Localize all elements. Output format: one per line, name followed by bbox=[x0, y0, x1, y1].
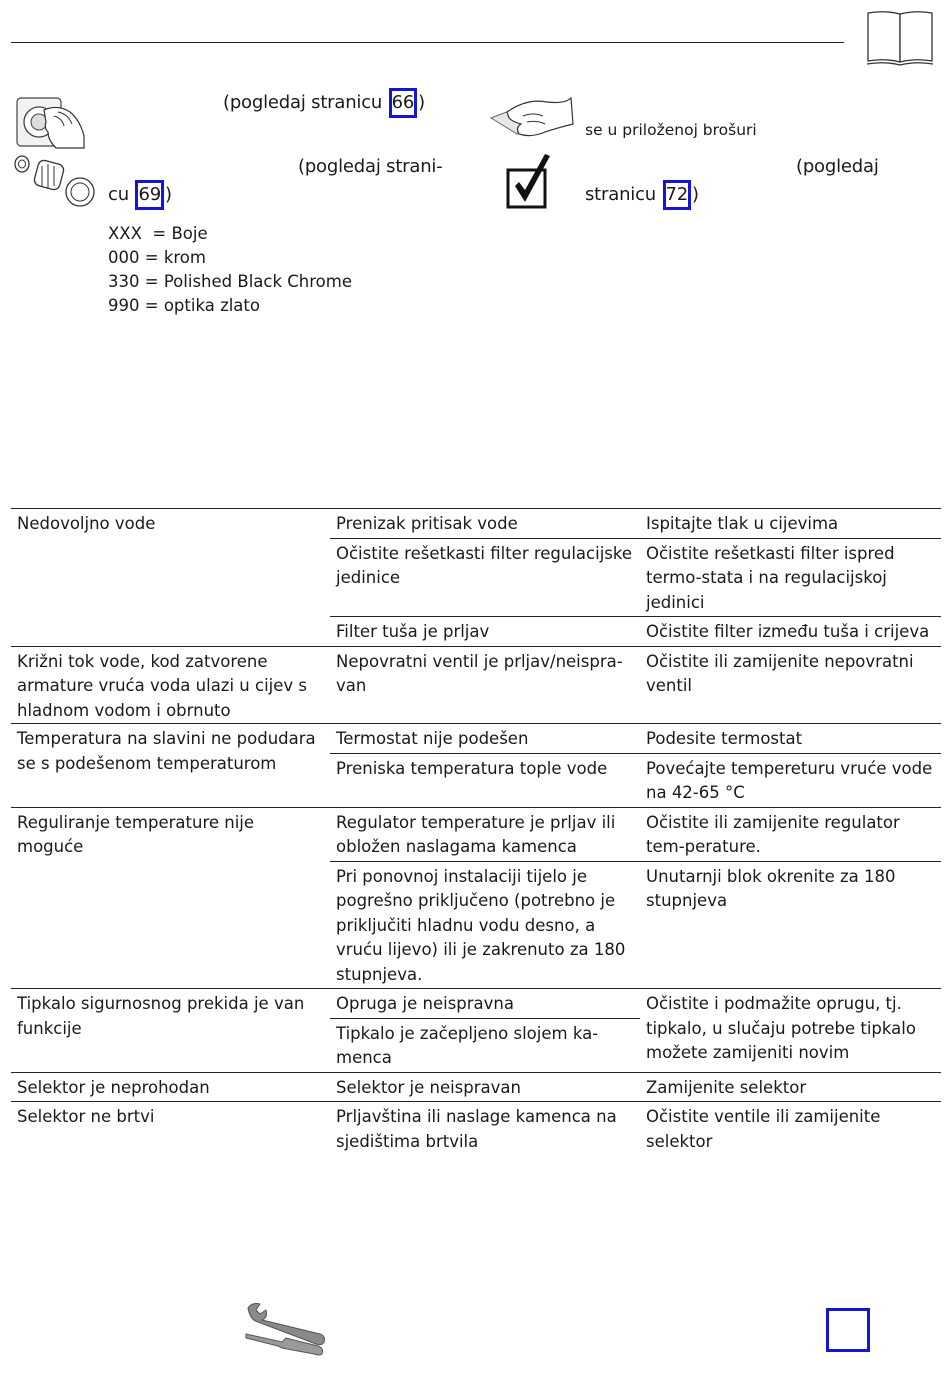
assembly-note-line2: cu 69 ) bbox=[108, 180, 172, 210]
remedy-cell: Očistite i podmažite oprugu, tj. tipkalo, u slučaju potrebe tipkalo možete zamijeniti novim bbox=[646, 994, 916, 1062]
remedy-cell: Podesite termostat bbox=[646, 729, 803, 748]
color-code-row: 000 = krom bbox=[108, 248, 206, 267]
table-row-group bbox=[11, 647, 941, 725]
remedy-cell: Povećajte tempereturu vruće vode na 42-65 °C bbox=[646, 758, 933, 802]
cause-cell: Termostat nije podešen bbox=[336, 729, 529, 748]
color-code-row: 330 = Polished Black Chrome bbox=[108, 272, 352, 291]
remedy-cell: Očistite ventile ili zamijenite selektor bbox=[646, 1107, 881, 1151]
cause-cell: Regulator temperature je prljav ili obložen naslagama kamenca bbox=[336, 812, 616, 856]
spare-parts-icon bbox=[12, 152, 98, 210]
remedy-cell: Očistite ili zamijenite regulator tem-perature. bbox=[646, 812, 900, 856]
page-link-66[interactable]: 66 bbox=[389, 88, 418, 118]
color-codes-list bbox=[108, 222, 352, 318]
table-row-group bbox=[11, 808, 941, 990]
color-code-row: XXX = Boje bbox=[108, 224, 208, 243]
problem-cell: Nedovoljno vode bbox=[17, 514, 156, 533]
troubleshooting-table bbox=[11, 508, 941, 1155]
table-row bbox=[330, 724, 941, 754]
table-row bbox=[330, 754, 941, 807]
table-row bbox=[330, 1102, 941, 1155]
problem-cell: Selektor ne brtvi bbox=[17, 1107, 155, 1126]
table-row bbox=[330, 1073, 941, 1102]
cause-cell: Preniska temperatura tople vode bbox=[336, 758, 608, 778]
checkmark-box-icon bbox=[505, 152, 555, 210]
cause-cell: Nepovratni ventil je prljav/neispra-van bbox=[336, 651, 623, 695]
cleaning-cloth-hand-icon bbox=[487, 94, 575, 144]
remedy-cell: Očistite filter između tuša i crijeva bbox=[646, 622, 930, 641]
table-row bbox=[330, 539, 941, 618]
remedy-cell: Očistite ili zamijenite nepovratni ventil bbox=[646, 651, 914, 695]
installation-note: (pogledaj stranicu 66 ) bbox=[223, 88, 425, 118]
wrench-screwdriver-icon bbox=[242, 1300, 328, 1358]
table-row bbox=[330, 808, 941, 862]
table-row-group bbox=[11, 509, 941, 647]
table-row bbox=[330, 989, 941, 1072]
cause-cell: Prenizak pritisak vode bbox=[336, 514, 518, 533]
table-row bbox=[330, 617, 941, 646]
cause-cell: Filter tuša je prljav bbox=[336, 622, 490, 641]
testing-note-line1: (pogledaj bbox=[796, 156, 879, 177]
table-row bbox=[330, 862, 941, 989]
remedy-cell: Ispitajte tlak u cijevima bbox=[646, 514, 839, 533]
page-link-72[interactable]: 72 bbox=[663, 180, 692, 210]
cause-cell: Selektor je neispravan bbox=[336, 1077, 521, 1097]
assembly-note-line1: (pogledaj strani- bbox=[298, 156, 443, 177]
table-row-group bbox=[11, 1102, 941, 1155]
header-rule bbox=[11, 42, 844, 43]
problem-cell: Tipkalo sigurnosnog prekida je van funkcije bbox=[17, 994, 305, 1038]
problem-cell: Temperatura na slavini ne podudara se s podešenom temperaturom bbox=[17, 729, 316, 773]
cause-cell: Tipkalo je začepljeno slojem ka-menca bbox=[336, 1023, 599, 1067]
problem-cell: Selektor je neprohodan bbox=[17, 1077, 210, 1097]
cleaning-note: se u priloženoj brošuri bbox=[585, 121, 757, 139]
page-link-69[interactable]: 69 bbox=[135, 180, 164, 210]
table-row bbox=[330, 509, 941, 539]
cause-cell: Prljavština ili naslage kamenca na sjedištima brtvila bbox=[336, 1107, 617, 1151]
table-row-group bbox=[11, 724, 941, 808]
cause-cell: Pri ponovnoj instalaciji tijelo je pogrešno priključeno (potrebno je priključiti hladnu vodu desno, a vruću lijevo) ili je zakrenuto za 180 stupnjeva. bbox=[336, 866, 626, 984]
cause-cell: Opruga je neispravna bbox=[330, 989, 640, 1019]
testing-note-line2: stranicu 72 ) bbox=[585, 180, 699, 210]
color-code-row: 990 = optika zlato bbox=[108, 296, 260, 315]
table-row bbox=[330, 647, 941, 700]
thermostat-knob-hand-icon bbox=[14, 92, 88, 150]
problem-cell: Reguliranje temperature nije moguće bbox=[17, 812, 255, 856]
page-number-box bbox=[826, 1308, 870, 1352]
table-row-group bbox=[11, 1073, 941, 1103]
remedy-cell: Zamijenite selektor bbox=[646, 1077, 807, 1097]
problem-cell: Križni tok vode, kod zatvorene armature vruća voda ulazi u cijev s hladnom vodom i obrnuto bbox=[17, 651, 307, 720]
table-row-group bbox=[11, 989, 941, 1073]
cause-cell: Očistite rešetkasti filter regulacijske jedinice bbox=[336, 543, 633, 587]
open-book-icon bbox=[866, 9, 934, 67]
remedy-cell: Unutarnji blok okrenite za 180 stupnjeva bbox=[646, 866, 896, 910]
remedy-cell: Očistite rešetkasti filter ispred termo-stata i na regulacijskoj jedinici bbox=[646, 543, 895, 612]
